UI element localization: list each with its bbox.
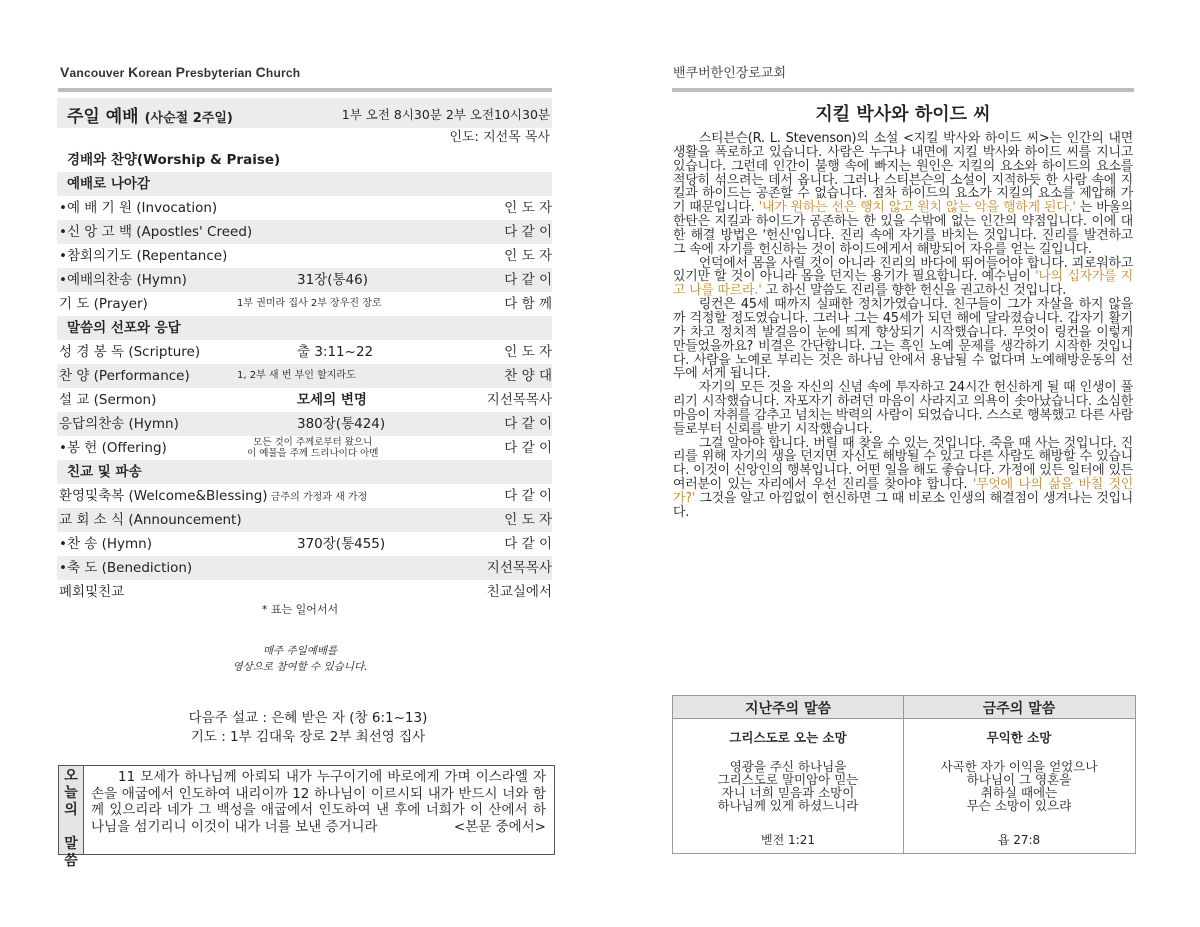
today-word-label-char bbox=[59, 819, 83, 836]
order-item-note: 금주의 가정과 새 가정 bbox=[267, 492, 368, 503]
essay-text: 그것을 알고 아낌없이 헌신하면 그 때 비로소 인생의 해결점이 생겨나는 것입니다. bbox=[673, 490, 1133, 520]
order-section-heading bbox=[57, 172, 552, 196]
order-item-leader: 다 같 이 bbox=[504, 536, 552, 552]
service-title-text: 주일 예배 bbox=[67, 107, 139, 127]
this-week-ref: 욥 27:8 bbox=[997, 833, 1041, 847]
essay-paragraph bbox=[673, 132, 1133, 257]
this-week-header: 금주의 말씀 bbox=[982, 701, 1056, 717]
essay-paragraph bbox=[673, 437, 1133, 520]
order-item-leader: 인 도 자 bbox=[504, 512, 552, 528]
essay-text: 고 하신 말씀도 진리를 향한 헌신을 권고하신 것입니다. bbox=[761, 283, 1067, 299]
order-item-label: 친교 및 파송 bbox=[67, 464, 142, 480]
video-note-line: 영상으로 참여할 수 있습니다. bbox=[232, 661, 368, 673]
church-name-word: ancouver bbox=[69, 66, 125, 80]
today-word-box bbox=[58, 765, 555, 869]
essay-paragraph bbox=[673, 298, 1133, 381]
last-week-title: 그리스도로 오는 소망 bbox=[729, 730, 847, 745]
order-item-label: •찬 송 (Hymn) bbox=[59, 536, 153, 552]
order-row bbox=[57, 508, 552, 532]
today-word-label-char: 늘 bbox=[64, 785, 78, 801]
church-name-word: resbyterian bbox=[185, 66, 253, 80]
service-title-row bbox=[57, 98, 552, 128]
church-name-en: Vancouver Korean Presbyterian Church bbox=[60, 64, 301, 80]
order-row bbox=[57, 196, 552, 220]
order-item-detail: 출 3:11~22 bbox=[297, 344, 374, 360]
verse-line: 하나님께 있게 하셨느니라 bbox=[717, 798, 859, 813]
next-sermon: 다음주 설교 : 은혜 받은 자 (창 6:1~13) bbox=[188, 710, 428, 726]
order-row bbox=[57, 268, 552, 292]
video-note bbox=[0, 643, 600, 675]
order-item-label: 폐회및친교 bbox=[59, 584, 125, 600]
last-week-header: 지난주의 말씀 bbox=[744, 701, 832, 717]
order-section-heading bbox=[57, 148, 552, 172]
order-section-heading bbox=[57, 316, 552, 340]
verse-table-header bbox=[673, 696, 1135, 719]
order-item-label: 찬 양 (Performance) bbox=[59, 368, 190, 384]
order-row bbox=[57, 364, 552, 388]
order-item-label: •봉 헌 (Offering) bbox=[59, 440, 167, 456]
order-item-leader: 다 같 이 bbox=[504, 416, 552, 432]
order-item-label: 기 도 (Prayer) bbox=[59, 296, 148, 312]
last-week-verse bbox=[673, 728, 903, 848]
order-of-worship bbox=[57, 98, 552, 604]
today-word-label-char: 씀 bbox=[64, 853, 78, 869]
today-word-body: 11 모세가 하나님께 아뢰되 내가 누구이기에 바로에게 가며 이스라엘 자손을 애굽에서 인도하여 내리이까 12 하나님이 이르시되 내가 반드시 너와 함께 있으리라 네가 그 백성을 애굽에서 인도하여 낸 후에 너희가 이 산에서 하나님을 섬기리니 이것이 내가 너를 보낸 증거니라 bbox=[91, 769, 546, 835]
verse-line: 그리스도로 말미암아 믿는 bbox=[717, 772, 859, 787]
order-item-leader: 지선목목사 bbox=[486, 560, 552, 576]
essay-highlight: '내가 원하는 선은 행치 않고 원치 않는 악을 행하게 된다.' bbox=[758, 200, 1076, 216]
essay-text: 자기의 모든 것을 자신의 신념 속에 투자하고 24시간 헌신하게 될 때 인생이 풀리기 시작했습니다. 자포자기 하려던 마음이 사라지고 의욕이 솟아났습니다. 소심한 마음이 자취를 감추고 넘치는 박력의 사람이 되었습니다. 스스로 행복했고 다른 사람들로부터 신뢰를 받기 시작했습니다. bbox=[673, 380, 1133, 437]
essay-text: 링컨은 45세 때까지 실패한 정치가였습니다. 친구들이 그가 자살을 하지 않을까 걱정할 정도였습니다. 그러나 그는 45세가 되던 해에 달라졌습니다. 갑자기 활기가 차고 정치적 발걸음이 눈에 띄게 향상되기 시작했습니다. 무엇이 링컨을 이렇게 만들었을까요? 비결은 간단합니다. 그는 흑인 노예 문제를 생각하기 시작한 것입니다. 사람을 노예로 부리는 것은 하나님 안에서 용납될 수 없다며 노예해방운동의 선두에 서게 됩니다. bbox=[673, 297, 1133, 382]
order-row bbox=[57, 292, 552, 316]
order-item-label: •예 배 기 원 (Invocation) bbox=[59, 200, 218, 216]
order-item-detail: 1부 권미라 집사 2부 장우진 장로 bbox=[237, 298, 382, 309]
order-row bbox=[57, 532, 552, 556]
verse-line: 취하실 때에는 bbox=[980, 785, 1058, 800]
today-word-label-char: 말 bbox=[64, 836, 78, 852]
today-word-label-char: 오 bbox=[64, 768, 78, 784]
service-title bbox=[67, 102, 233, 127]
order-item-label: 응답의찬송 (Hymn) bbox=[59, 416, 179, 432]
essay-highlight: '무엇에 나의 삶을 바칠 것인가?' bbox=[673, 477, 1133, 506]
essay-title: 지킬 박사와 하이드 씨 bbox=[815, 104, 991, 125]
header-rule-right bbox=[672, 88, 1134, 92]
essay-text: 그걸 알아야 합니다. 버릴 때 찾을 수 있는 것입니다. 죽을 때 사는 것입니다. 진리를 위해 자기의 생을 던지면 자신도 해방될 수 있고 다른 사람도 해방할 수 있습니다. 이것이 신앙인의 행복입니다. 어떤 일을 해도 좋습니다. 가정에 있든 일터에 있든 여러분이 있는 자리에서 우선 진리를 찾아야 합니다. bbox=[673, 435, 1133, 493]
next-prayer: 기도 : 1부 김대욱 장로 2부 최선영 집사 bbox=[190, 729, 426, 745]
order-item-label: •축 도 (Benediction) bbox=[59, 560, 193, 576]
order-row bbox=[57, 556, 552, 580]
verse-line: 사곡한 자가 이익을 얻었으나 bbox=[940, 759, 1098, 774]
order-item-leader: 다 같 이 bbox=[504, 440, 552, 456]
church-name-ko: 밴쿠버한인장로교회 bbox=[673, 66, 787, 81]
order-item-label: 교 회 소 식 (Announcement) bbox=[59, 512, 242, 528]
order-row bbox=[57, 388, 552, 412]
order-item-leader: 찬 양 대 bbox=[504, 368, 552, 384]
order-item-leader: 인 도 자 bbox=[504, 200, 552, 216]
order-item-label: •참회의기도 (Repentance) bbox=[59, 248, 228, 264]
order-item-leader: 다 같 이 bbox=[504, 488, 552, 504]
essay-highlight: '나의 십자가를 지고 나를 따르라.' bbox=[673, 269, 1133, 299]
video-note-line: 매주 주일예배를 bbox=[262, 645, 338, 657]
today-word-text bbox=[91, 769, 546, 835]
church-name-word: orean bbox=[138, 66, 173, 80]
offering-prayer-note: 모든 것이 주께로부터 왔으니 이 예물을 주께 드리나이다 아멘 bbox=[247, 437, 379, 459]
order-item-leader: 다 같 이 bbox=[504, 272, 552, 288]
order-row bbox=[57, 244, 552, 268]
order-item-label: 경배와 찬양(Worship & Praise) bbox=[67, 152, 281, 168]
order-item-label: 말씀의 선포와 응답 bbox=[67, 320, 181, 336]
last-week-ref: 벧전 1:21 bbox=[761, 833, 815, 847]
order-item-label: 성 경 봉 독 (Scripture) bbox=[59, 344, 201, 360]
today-word-label bbox=[59, 766, 84, 869]
order-item-label: 설 교 (Sermon) bbox=[59, 392, 157, 408]
this-week-verse bbox=[904, 728, 1134, 848]
today-word-ref: <본문 중에서> bbox=[453, 818, 546, 835]
order-item-label: •신 앙 고 백 (Apostles' Creed) bbox=[59, 224, 253, 240]
verse-line: 무슨 소망이 있으랴 bbox=[966, 798, 1072, 813]
order-item-label: 환영및축복 (Welcome&Blessing) 금주의 가정과 새 가정 bbox=[59, 488, 368, 504]
this-week-title: 무익한 소망 bbox=[986, 730, 1052, 745]
service-times: 1부 오전 8시30분 2부 오전10시30분 bbox=[341, 107, 550, 122]
verse-line: 하나님이 그 영혼을 bbox=[966, 772, 1072, 787]
order-item-detail: 31장(통46) bbox=[297, 272, 368, 288]
next-week-info bbox=[0, 709, 616, 747]
essay-text: 는 바울의 한탄은 지킬과 하이드가 공존하는 한 있을 수밖에 없는 인간의 약점입니다. 이에 대한 해결 방법은 '헌신'입니다. 진리 속에 자기를 바치는 것입니다. 진리를 발견하고 그 속에 자기를 헌신하는 것이 하이드에게서 해방되어 자유를 얻는 길입니다. bbox=[673, 200, 1133, 257]
essay-paragraph bbox=[673, 381, 1133, 436]
order-row bbox=[57, 412, 552, 436]
order-item-leader: 인 도 자 bbox=[504, 344, 552, 360]
last-week-lines bbox=[673, 760, 903, 812]
order-row bbox=[57, 340, 552, 364]
essay-text: 언덕에서 몸을 사릴 것이 아니라 진리의 바다에 뛰어들어야 합니다. 괴로워하고 있기만 할 것이 아니라 몸을 던지는 용기가 필요합니다. 예수님이 bbox=[673, 255, 1133, 285]
order-section-heading bbox=[57, 460, 552, 484]
order-item-leader: 다 함 께 bbox=[504, 296, 552, 312]
order-row bbox=[57, 436, 552, 460]
header-rule bbox=[58, 88, 552, 92]
order-item-detail: 380장(통424) bbox=[297, 416, 386, 432]
verse-line: 자니 너희 믿음과 소망이 bbox=[721, 785, 855, 800]
order-item-detail: 모세의 변명 bbox=[297, 392, 367, 408]
verse-table bbox=[672, 695, 1136, 854]
essay-text: 스티븐슨(R. L. Stevenson)의 소설 <지킬 박사와 하이드 씨>는 인간의 내면생활을 폭로하고 있습니다. 사람은 누구나 내면에 지킬 박사와 하이드 씨를 지니고 있습니다. 그런데 인간이 불행 속에 빠지는 원인은 지킬의 요소와 하이드의 요소를 적당히 섞으려는 데서 옵니다. 그러나 스티븐슨의 소설이 지적하듯 한 사람 속에 지킬과 하이드는 공존할 수 없습니다. 점차 하이드의 요소가 지킬의 요소를 제압해 가기 때문입니다. bbox=[673, 131, 1133, 216]
order-item-label: •예배의찬송 (Hymn) bbox=[59, 272, 187, 288]
service-subtitle: (사순절 2주일) bbox=[144, 111, 233, 126]
essay-paragraph bbox=[673, 257, 1133, 299]
presider: 인도: 지선목 목사 bbox=[449, 130, 550, 145]
this-week-lines bbox=[904, 760, 1134, 812]
order-rows bbox=[57, 148, 552, 604]
order-item-label: 예배로 나아감 bbox=[67, 176, 150, 192]
order-item-leader: 인 도 자 bbox=[504, 248, 552, 264]
order-item-detail: 1, 2부 새 번 부인 할지라도 bbox=[237, 370, 356, 381]
order-row bbox=[57, 484, 552, 508]
church-name-word: hurch bbox=[265, 66, 301, 80]
order-item-detail: 370장(통455) bbox=[297, 536, 386, 552]
order-item-leader: 다 같 이 bbox=[504, 224, 552, 240]
order-row bbox=[57, 220, 552, 244]
today-word-label-char: 의 bbox=[64, 802, 78, 818]
stand-note: * 표는 일어서서 bbox=[261, 603, 339, 616]
order-item-leader: 지선목목사 bbox=[486, 392, 552, 408]
order-item-leader: 친교실에서 bbox=[486, 584, 552, 600]
verse-line: 영광을 주신 하나님을 bbox=[729, 759, 847, 774]
essay-body bbox=[673, 132, 1133, 520]
